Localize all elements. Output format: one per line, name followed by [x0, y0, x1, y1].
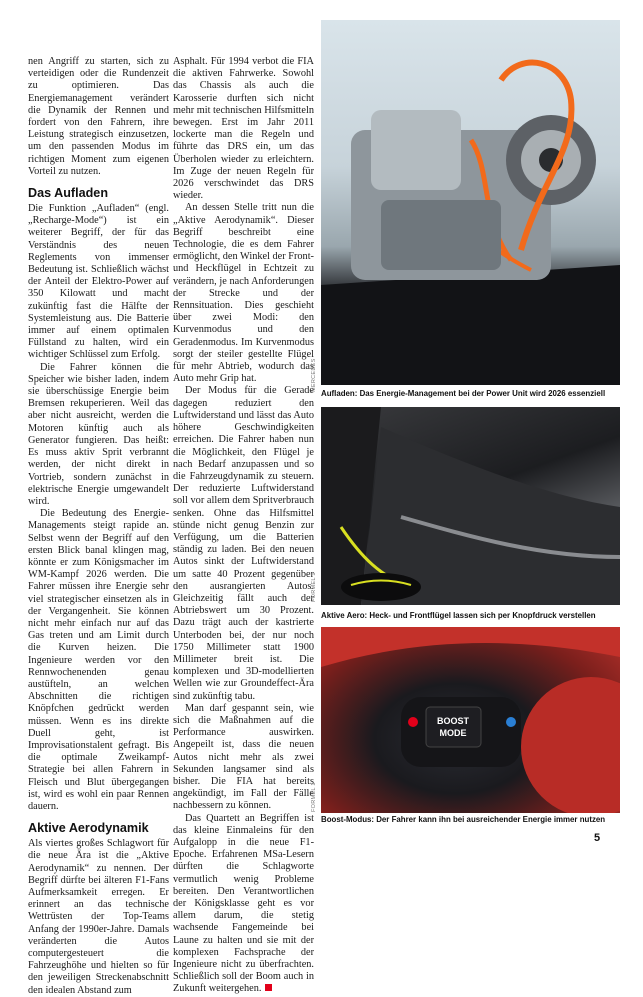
section-heading-aerodynamik: Aktive Aerodynamik [28, 821, 149, 836]
steering-display-text: MODE [439, 728, 467, 738]
paragraph [173, 813, 314, 996]
steering-display-text: BOOST [436, 716, 470, 726]
photo-credit: FORMEL 1 [311, 572, 317, 602]
paragraph: Die Fahrer können die Speicher wie bisher laden, indem sie überschüssige Energie beim Bremsen rekuperieren. Weil das aber nicht ausreicht, werden die Motoren künftig auch als Generator fungieren. Das heißt: Es muss aktiv Sprit verbrannt werden, der nicht direkt in Vortrieb, sondern zunächst in elektrische Energie umgewandelt wird. [28, 361, 169, 507]
photo-caption: Aufladen: Das Energie-Management bei der Power Unit wird 2026 essenziell [321, 389, 606, 398]
paragraph: Als viertes großes Schlagwort für die neue Ära ist die „Aktive Aerodynamik“ zu nennen. Der Begriff dürfte bei älteren F1-Fans Aufmerksamkeit erregen. Er erinnert an das technische Wettrüsten der Top-Teams Anfang der 1990er-Jahre. Damals veränderten die Autos computergesteuert die Fahrzeughöhe und hielten so für den jeweiligen Streckenabschnitt den idealen Abstand zum [28, 838, 169, 996]
photo-caption: Boost-Modus: Der Fahrer kann ihn bei ausreichender Energie immer nutzen [321, 815, 606, 824]
photo-active-aero [321, 407, 620, 605]
car-rear-illustration [321, 407, 620, 605]
photo-credit: MERCEDES [311, 358, 317, 392]
paragraph: An dessen Stelle tritt nun die „Aktive Aerodynamik“. Dieser Begriff beschreibt eine Technologie, die es dem Fahrer ermöglicht, den Winkel der Front- und Heckflügel in Echtzeit zu verändern, je nach Anforderungen der Strecke und der Rennsituation. Dies geschieht über zwei Modi: den Kurvenmodus und den Geradenmodus. Im Kurvenmodus sorgt der steiler gestellte Flügel für mehr Abtrieb, wodurch das Auto mehr Grip hat. [173, 202, 314, 385]
paragraph: Die Funktion „Aufladen“ (engl. „Recharge-Mode“) ist ein weiterer Begriff, der für das Verständnis des neuen Reglements von immenser Bedeutung ist. Schließlich wächst der Anteil der Elektro-Power auf 350 Kilowatt und macht zukünftig fast die Hälfte der Systemleistung aus. Die Batterie immer auf einem optimalen Füllstand zu halten, wird ein wichtiger Schlüssel zum Erfolg. [28, 203, 169, 361]
photo-credit: FORMEL 1 [311, 782, 317, 812]
page-number: 5 [594, 832, 601, 844]
power-unit-illustration [321, 20, 620, 385]
photo-caption: Aktive Aero: Heck- und Frontflügel lassen sich per Knopfdruck verstellen [321, 611, 596, 620]
end-mark-icon [265, 984, 272, 991]
paragraph: Man darf gespannt sein, wie sich die Maßnahmen auf die Performance auswirken. Angepeilt ist, dass die neuen Autos nicht mehr als zwei Sekunden langsamer sind als bisher. Die FIA hat bereits angekündigt, im Fall der Fälle nachbessern zu können. [173, 702, 314, 812]
article-column-1 [28, 56, 169, 997]
paragraph-text: Das Quartett an Begriffen ist das kleine Einmaleins für den Aufgalopp in die neue F1-Epoche. Erfahrenen MSa-Lesern dürften die Schlagworte vermutlich wenig Probleme bereiten. Den Verantwortlichen der Königsklasse geht es vor allem darum, die stetig wachsende Fangemeinde bei Laune zu halten und sie mit der komplexen Fachsprache der Ingenieure nicht zu überfrachten. Schließlich soll der Boom auch in Zukunft weitergehen. [173, 812, 314, 995]
paragraph: nen Angriff zu starten, sich zu verteidigen oder die Rundenzeit zu optimieren. Das Energiemanagement verändert die Dynamik der Rennen und fordert von den Fahrern, ihre Leistung strategisch einzusetzen, um den passenden Modus im richtigen Moment zum eigenen Vorteil zu nutzen. [28, 56, 169, 177]
cockpit-illustration [321, 627, 620, 813]
photo-power-unit [321, 20, 620, 385]
paragraph: Asphalt. Für 1994 verbot die FIA die aktiven Fahrwerke. Sowohl das Chassis als auch die Karosserie durften sich nicht mehr mit technischen Hilfsmitteln bewegen. Erst im Jahr 2011 lockerte man die Regeln und führte das DRS ein, um das Überholen wieder zu erleichtern. Im Zuge der neuen Regeln für 2026 verschwindet das DRS wieder. [173, 56, 314, 202]
paragraph: Der Modus für die Gerade dagegen reduziert den Luftwiderstand und lässt das Auto höhere Geschwindigkeiten erreichen. Die Fahrer haben nun die Möglichkeit, den Flügel je nach Bedarf anzupassen und so die Fahrzeugdynamik zu steuern. Der reduzierte Luftwiderstand soll vor allem dem Spritverbrauch senken. Ohne das Hilfsmittel stünde nicht genug Benzin zur Verfügung, um die Batterien ständig zu laden. Bei den neuen Autos sinkt der Luftwiderstand um satte 40 Prozent gegenüber den ausrangierten Autos. Gleichzeitig fällt auch der Abtriebswert um 30 Prozent. Dazu trägt auch der kastrierte Unterboden bei, der nur noch 1750 Millimeter statt 1900 Millimeter breit ist. Die komplexen und 3D-modellierten Wellen wie zur Groundeffect-Ära sind zukünftig tabu. [173, 385, 314, 702]
article-column-2 [173, 56, 314, 996]
photo-boost-mode [321, 627, 620, 813]
paragraph: Die Bedeutung des Energie-Managements steigt rapide an. Selbst wenn der Begriff auf den ersten Blick banal klingen mag, könnte er zum Königsmacher im WM-Kampf 2026 werden. Die Fahrer müssen ihre Energie sehr viel strategischer einsetzen als in der Vergangenheit. Sie können nicht mehr einfach nur auf das Gas treten und am Limit durch die Kurven heizen. Die Ingenieure werden vor den Rennwochenenden genau austüfteln, an welchen Abschnitten die richtigen Knöpfchen gedrückt werden müssen. Wenn es ins direkte Duell geht, ist Improvisationstalent gefragt. Bis die optimale Zweikampf-Strategie bei allen Fahrern in Fleisch und Blut übergegangen ist, wird es wohl ein paar Rennen dauern. [28, 508, 169, 812]
section-heading-aufladen: Das Aufladen [28, 186, 109, 201]
